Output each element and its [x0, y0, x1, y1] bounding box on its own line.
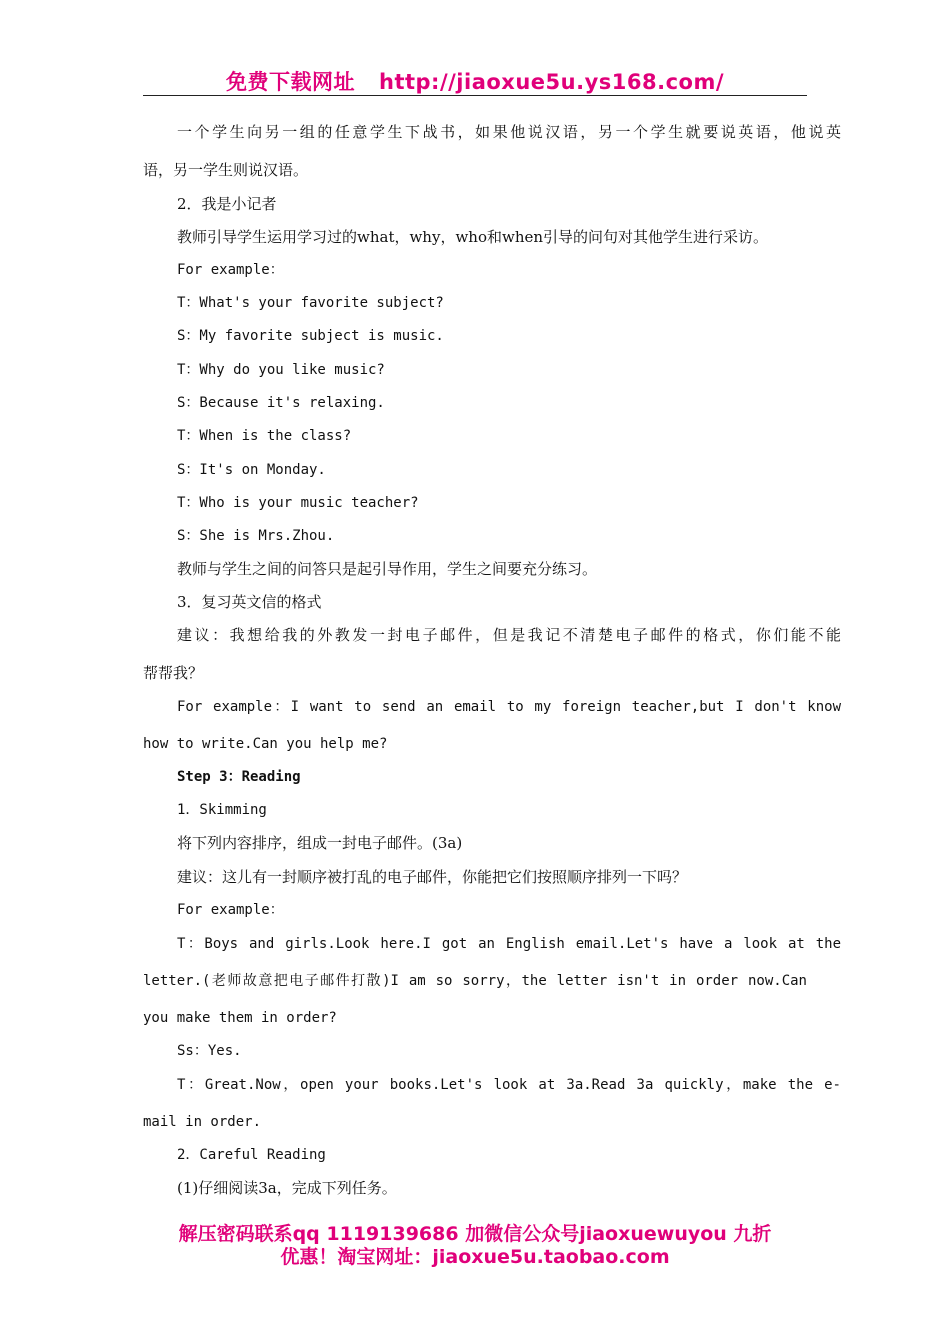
dialogue-line: T：Why do you like music?	[177, 362, 385, 378]
section-heading: 3．复习英文信的格式	[177, 593, 322, 611]
footer-line: 解压密码联系qq 1119139686 加微信公众号jiaoxuewuyou 九折	[178, 1223, 772, 1245]
dialogue-line: you make them in order?	[143, 1010, 337, 1026]
paragraph-line: 语，另一学生则说汉语。	[143, 161, 309, 179]
dialogue-line: S：My favorite subject is music.	[177, 328, 444, 344]
header-title: 免费下载网址	[226, 70, 355, 94]
dialogue-line: S：She is Mrs.Zhou.	[177, 528, 335, 544]
header-url-link[interactable]: http://jiaoxue5u.ys168.com/	[379, 70, 724, 94]
paragraph-line: 帮帮我？	[143, 664, 204, 682]
example-label: For example：	[177, 902, 284, 918]
paragraph-line: 一个学生向另一组的任意学生下战书，如果他说汉语，另一个学生就要说英语，他说英	[177, 123, 841, 141]
section-heading: 2．Careful Reading	[177, 1147, 326, 1163]
example-label: For example：	[177, 262, 284, 278]
dialogue-line: T：Who is your music teacher?	[177, 495, 419, 511]
paragraph-line: 教师引导学生运用学习过的what，why，who和when引导的问句对其他学生进行采访。	[177, 228, 769, 246]
paragraph-line: (1)仔细阅读3a，完成下列任务。	[177, 1179, 397, 1197]
footer-line: 优惠！淘宝网址：jiaoxue5u.taobao.com	[280, 1246, 670, 1268]
dialogue-line: S：It's on Monday.	[177, 462, 326, 478]
header-divider	[143, 95, 807, 96]
dialogue-line: T：Boys and girls.Look here.I got an English email.Let's have a look at the	[177, 936, 841, 952]
dialogue-line: letter.(老师故意把电子邮件打散)I am so sorry，the letter isn't in order now.Can	[143, 973, 807, 989]
dialogue-line: T：What's your favorite subject?	[177, 295, 444, 311]
paragraph-line: For example：I want to send an email to my foreign teacher,but I don't know	[177, 699, 841, 715]
page-header	[0, 66, 950, 96]
dialogue-line: Ss：Yes.	[177, 1043, 242, 1059]
dialogue-line: T：When is the class?	[177, 428, 352, 444]
dialogue-line: mail in order.	[143, 1114, 262, 1130]
dialogue-line: S：Because it's relaxing.	[177, 395, 385, 411]
step-heading: Step 3：Reading	[177, 769, 301, 785]
paragraph-line: how to write.Can you help me?	[143, 736, 388, 752]
paragraph-line: 将下列内容排序，组成一封电子邮件。(3a)	[177, 834, 463, 852]
paragraph-line: 建议：这儿有一封顺序被打乱的电子邮件，你能把它们按照顺序排列一下吗？	[177, 868, 688, 886]
section-heading: 1．Skimming	[177, 802, 267, 818]
section-heading: 2．我是小记者	[177, 195, 277, 213]
paragraph-line: 教师与学生之间的问答只是起引导作用，学生之间要充分练习。	[177, 560, 598, 578]
dialogue-line: T：Great.Now，open your books.Let's look at 3a.Read 3a quickly，make the e-	[177, 1077, 841, 1093]
paragraph-line: 建议：我想给我的外教发一封电子邮件，但是我记不清楚电子邮件的格式，你们能不能	[177, 626, 841, 644]
